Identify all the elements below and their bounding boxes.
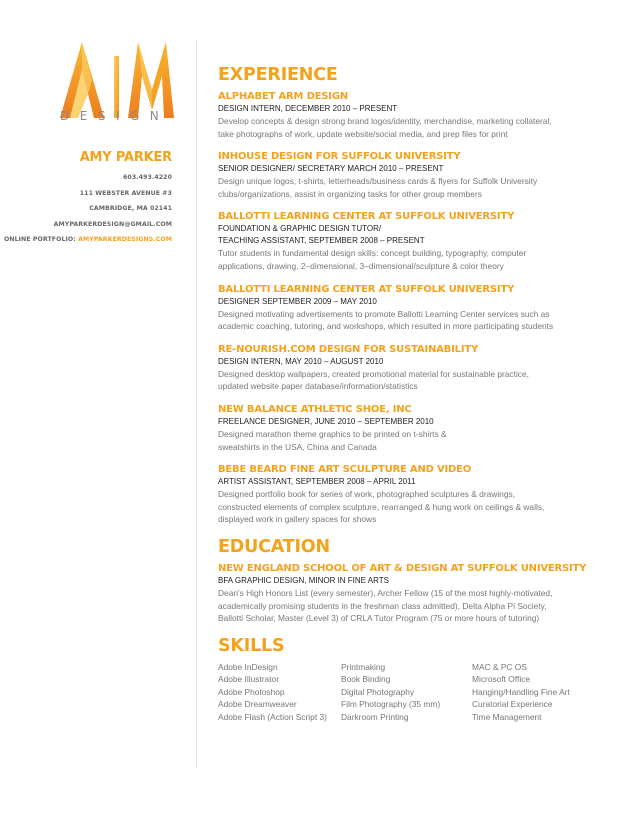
entry-org: BALLOTTI LEARNING CENTER AT SUFFOLK UNIVERSITY [218,283,515,295]
logo-am-mark [58,40,176,120]
skill-item: Book Binding [341,674,391,685]
skill-item: Digital Photography [341,686,415,697]
entry-role: DESIGN INTERN, DECEMBER 2010 – PRESENT [218,104,398,113]
skill-item: Film Photography (35 mm) [341,699,441,710]
entry-desc-line: Tutor students in fundamental design skills: concept building, typography, computer [218,248,527,259]
entry-org: NEW BALANCE ATHLETIC SHOE, INC [218,403,412,415]
experience-entry [218,403,608,453]
entry-org: NEW ENGLAND SCHOOL OF ART & DESIGN AT SUFFOLK UNIVERSITY [218,562,587,574]
entry-desc-line: Designed portfolio book for series of work, photographed sculptures & drawings, [218,489,516,500]
entry-role: ARTIST ASSISTANT, SEPTEMBER 2008 – APRIL 2011 [218,477,416,487]
contact-block [2,150,172,248]
skill-item: Microsoft Office [472,674,531,685]
skill-item: Adobe Photoshop [218,686,285,697]
entry-role: SENIOR DESIGNER/ SECRETARY MARCH 2010 – PRESENT [218,164,444,174]
skill-item: Adobe Flash (Action Script 3) [218,712,327,723]
skills-column [341,661,472,724]
entry-role: TEACHING ASSISTANT, SEPTEMBER 2008 – PRESENT [218,236,425,246]
experience-entry [218,283,608,333]
entry-desc-line: academic coaching, tutoring, and workshops, which resulted in more participating students [218,321,554,332]
entry-role: BFA GRAPHIC DESIGN, MINOR IN FINE ARTS [218,575,389,585]
skills-column [218,661,341,724]
contact-city: CAMBRIDGE, MA 02141 [89,205,172,212]
entry-org: INHOUSE DESIGN FOR SUFFOLK UNIVERSITY [218,151,461,163]
skill-item: Curatorial Experience [472,699,553,710]
entry-role: DESIGNER SEPTEMBER 2009 – MAY 2010 [218,296,377,306]
entry-desc-line: academically promising students in the freshman class admitted), Delta Alpha Pi Society, [218,600,547,611]
skill-item: Darkroom Printing [341,712,409,723]
entry-org: ALPHABET ARM DESIGN [218,91,349,102]
entry-desc-line: Designed marathon theme graphics to be printed on t-shirts & [218,428,447,439]
experience-entry [218,463,608,526]
skill-item: Adobe Dreamweaver [218,699,297,710]
experience-entry [218,90,608,140]
experience-entry [218,343,608,393]
entry-role: FREELANCE DESIGNER, JUNE 2010 – SEPTEMBER 2010 [218,416,434,426]
skills-column [472,661,602,724]
contact-name: AMY PARKER [79,150,172,165]
section-title-experience: EXPERIENCE [218,65,338,85]
experience-section [218,64,608,526]
portfolio-link[interactable]: AMYPARKERDESIGNS.COM [78,236,172,243]
contact-email[interactable]: AMYPARKERDESIGN@GMAIL.COM [53,220,172,228]
skill-item: Hanging/Handling Fine Art [472,686,570,697]
education-entry [218,562,608,625]
entry-desc-line: sweatshirts in the USA, China and Canada [218,441,377,452]
experience-entry [218,150,608,200]
entry-desc-line: Dean's High Honors List (every semester), Archer Fellow (15 of the most highly-motivated, [218,587,553,598]
entry-desc-line: Designed desktop wallpapers, created promotional material for sustainable practice, [218,368,529,379]
entry-org: BALLOTTI LEARNING CENTER AT SUFFOLK UNIVERSITY [218,211,515,223]
entry-desc-line: Design unique logos, t-shirts, letterheads/business cards & flyers for Suffolk University [218,176,538,187]
column-divider [196,40,197,768]
entry-role: DESIGN INTERN, MAY 2010 – AUGUST 2010 [218,356,384,366]
logo-subtitle: DESIGN [60,109,170,123]
education-section [218,536,608,625]
section-title-education: EDUCATION [218,536,330,557]
entry-desc-line: updated website paper database/information/statistics [218,381,418,392]
experience-entry [218,210,608,272]
contact-phone: 603.493.4220 [123,174,172,181]
entry-desc-line: take photographs of work, update website/social media, and prep files for print [218,128,508,139]
skills-grid [218,661,608,724]
contact-portfolio [2,232,172,248]
entry-desc-line: Develop concepts & design strong brand logos/identity, merchandise, marketing collateral, [218,116,552,126]
skill-item: MAC & PC OS [472,661,527,672]
skill-item: Adobe Illustrator [218,674,279,685]
section-title-skills: SKILLS [218,635,285,656]
entry-org: BEBE BEARD FINE ART SCULPTURE AND VIDEO [218,464,472,476]
skill-item: Printmaking [341,661,386,672]
entry-desc-line: Designed motivating advertisements to promote Ballotti Learning Center services such as [218,308,550,319]
entry-desc-line: constructed elements of complex sculpture, rearranged & hung work on ceilings & walls, [218,501,545,512]
skill-item: Adobe InDesign [218,661,278,672]
entry-desc-line: Ballotti Scholar, Master (Level 3) of CRLA Tutor Program (75 or more hours of tutoring) [218,613,540,624]
skill-item: Time Management [472,712,542,723]
entry-desc-line: displayed work in gallery spaces for shows [218,514,377,525]
skills-section [218,635,608,724]
entry-role: FOUNDATION & GRAPHIC DESIGN TUTOR/ [218,224,382,234]
entry-desc-line: applications, drawing, 2–dimensional, 3–dimensional/sculpture & color theory [218,260,504,271]
entry-org: RE-NOURISH.COM DESIGN FOR SUSTAINABILITY [218,343,478,355]
resume-main [218,64,608,724]
contact-street: 111 WEBSTER AVENUE #3 [79,189,172,197]
entry-desc-line: clubs/organizations, assist in organizing tasks for other group members [218,188,482,199]
portfolio-label: ONLINE PORTFOLIO: [3,236,76,243]
